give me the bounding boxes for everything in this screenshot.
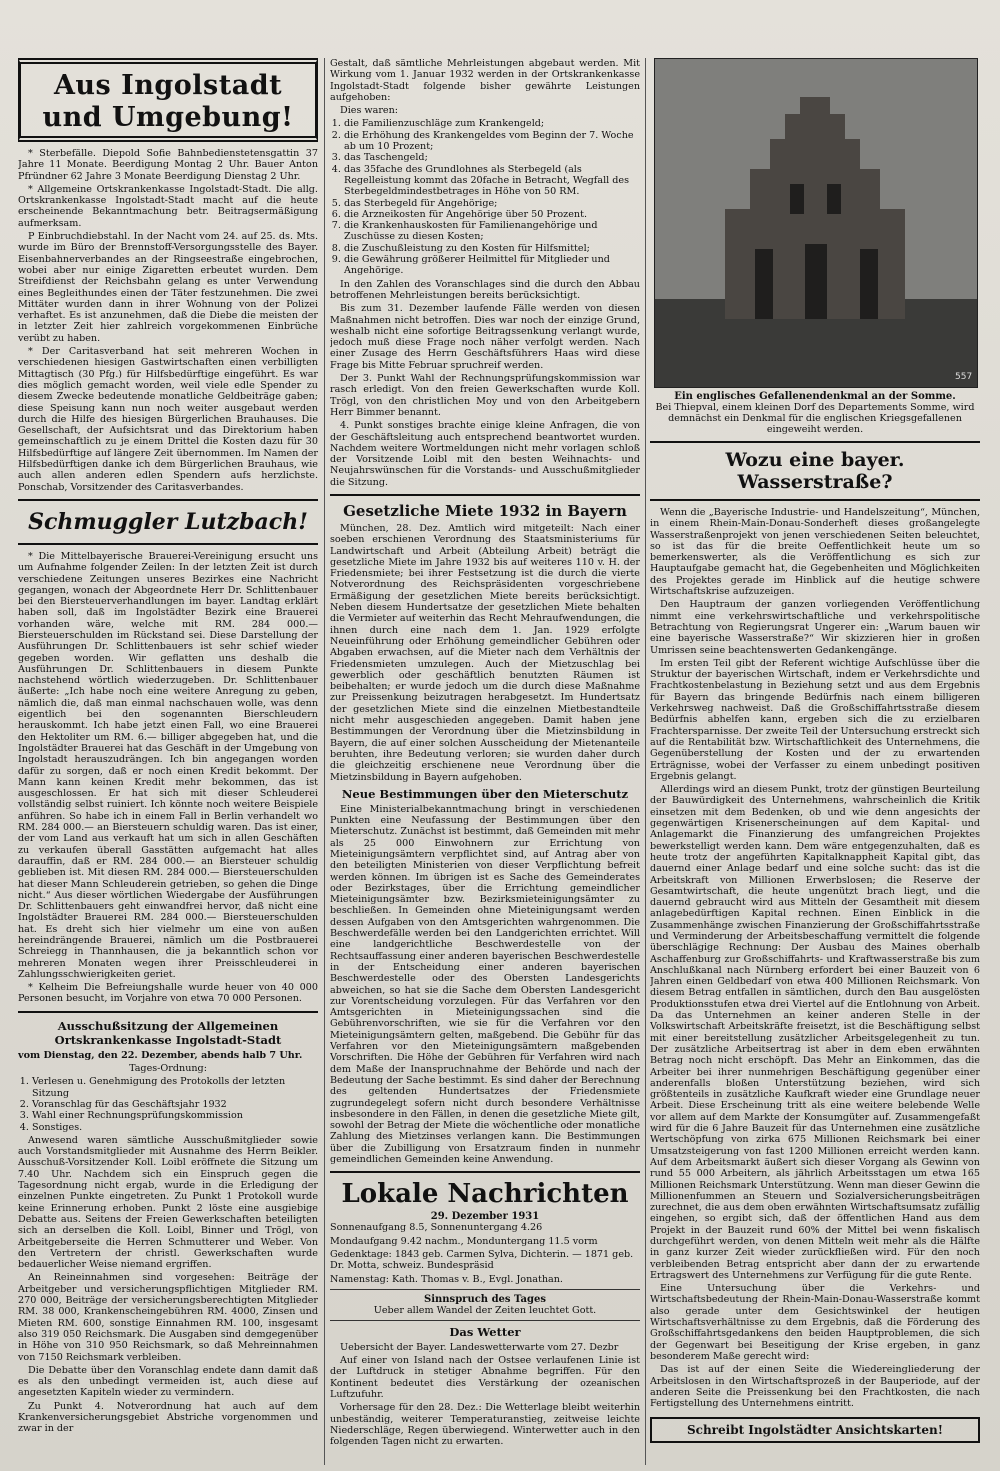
dies-waren-label: Dies waren:	[340, 105, 399, 117]
sitzung-date: vom Dienstag, den 22. Dezember, abends halb 7 Uhr.	[18, 1049, 303, 1061]
sitzung-debatte: Die Debatte über den Voranschlag endete dann damit daß es als den unbedingt vermeiden ist, auch diese auf angesetzten Kapiteln wieder zu vermindern.	[18, 1364, 318, 1399]
divider	[330, 1289, 640, 1290]
article-miete: München, 28. Dez. Amtlich wird mitgeteilt: Nach einer soeben erschienen Verordnung des Staatsministeriums für Landwirtschaft und Arbeit (Abteilung Arbeit) beträgt die gesetzliche Miete im Jahre 1932 bis auf weiteres 110 v. H. der Friedensmiete; bei ihrer Festsetzung ist die durch die vierte Notverordnung des Reichspräsidenten vorgeschriebene Ermäßigung der gesetzlichen Miete bereits berücksichtigt. Neben diesem Hundertsatze der gesetzlichen Miete behalten die Vermieter auf weiterhin das Recht Mehraufwendungen, die ihnen durch eine nach dem 1. Jan. 1929 erfolgte Neueinführung oder Erhöhung gemeindlicher Gebühren oder Abgaben erwachsen, auf die Mieter nach dem Verhältnis der Friedensmieten umzulegen. Auch der Mietzuschlag bei gewerblich oder geschäftlich benutzten Räumen ist beibehalten; er wurde jedoch um die durch diese Maßnahme zur Preissenkung beizutragen herabgesetzt. Im Hundertsatz der gesetzlichen Miete sind die einzelnen Mietbestandteile nicht mehr ausgeschieden angegeben. Damit haben jene Bestimmungen der Verordnung über die Mietzinsbildung in Bayern, die auf einer solchen Ausscheidung der Mietenanteile beruhten, ihre Bedeutung verloren; sie wurden daher durch die gleichzeitig erschienene neue Verordnung über die Mietzinsbildung in Bayern aufgehoben.	[330, 522, 640, 783]
divider	[330, 1171, 640, 1173]
sitzung-headline: Ausschußsitzung der Allgemeinen Ortskrankenkasse Ingolstadt-Stadt	[54, 1018, 282, 1047]
agenda-list	[18, 1076, 318, 1132]
paragraph: Bis zum 31. Dezember laufende Fälle werden von diesen Maßnahmen nicht betroffen. Dies war noch der einzige Grund, weshalb nicht eine sofortige Beitragssenkung verlangt wurde, jedoch muß diese Frage noch näher verfolgt werden. Nach einer Zusage des Herrn Geschäftsführers Haas wird diese Frage bis Mitte Februar spruchreif werden.	[330, 303, 640, 371]
article-ortskrankenkasse: * Allgemeine Ortskrankenkasse Ingolstadt-Stadt. Die allg. Ortskrankenkasse Ingolstadt-Stadt macht auf die heute erscheinende Bekanntmachung betr. Beitragsermäßigung aufmerksam.	[18, 183, 318, 229]
column-rule	[645, 58, 646, 1465]
date-heading: 29. Dezember 1931	[430, 1211, 540, 1223]
list-item: 5. das Sterbegeld für Angehörige;	[344, 198, 640, 209]
paragraph: 4. Punkt sonstiges brachte einige kleine Anfragen, die von der Geschäftsleitung auch entsprechend beantwortet wurden. Nachdem weitere Wortmeldungen nicht mehr vorlagen schloß der Vorsitzende Loibl mit den besten Weihnachts- und Neujahrswünschen für die Vorstands- und Ausschußmitglieder die Sitzung.	[330, 420, 640, 488]
agenda-item: 1. Verlesen u. Genehmigung des Protokolls der letzten Sitzung	[32, 1076, 318, 1099]
list-item: 9. die Gewährung größerer Heilmittel für Mitglieder und Angehörige.	[344, 254, 640, 277]
article-caritasverband: * Der Caritasverband hat seit mehreren Wochen in verschiedenen hiesigen Gastwirtschaften einen verbilligten Mittagtisch (30 Pfg.) für Hilfsbedürftige eingeführt. Es war dies möglich gemacht worden, weil viele edle Spender zu diesem Zwecke bedeutende monatliche Geldbeiträge gaben; diese Speisung kann nun noch weiter ausgebaut werden durch die Hilfe des hiesigen Bürgerlichen Brauhauses. Die Gesellschaft, der Aufsichtsrat und das Direktorium haben gemeinschaftlich zu je einem Drittel die Kosten dazu für 30 Hilfsbedürftige auf längere Zeit übernommen. Im Namen der Hilfsbedürftigen danke ich dem Bürgerlichen Brauhaus, wie auch allen anderen edlen Spendern aufs herzlichste. Ponschab, Vorsitzender des Caritasverbandes.	[18, 346, 318, 493]
paragraph: Eine Untersuchung über die Verkehrs- und Wirtschaftsbedeutung der Rhein-Main-Donau-Wasserstraße kommt also gerade unter dem Gesichtswinkel der heutigen Wirtschaftsverhältnisse zu dem Ergebnis, daß die Förderung des Großschiffahrtsgedankens den beiden Hauptproblemen, die sich der Gegenwart bei Beseitigung der Krise ergeben, in ganz besonderem Maße gerecht wird:	[650, 1283, 980, 1362]
column-2	[330, 58, 640, 1449]
paragraph: In den Zahlen des Voranschlages sind die durch den Abbau betroffenen Mehrleistungen bereits berücksichtigt.	[330, 278, 640, 301]
column-1	[18, 58, 318, 1437]
wetter-heading: Das Wetter	[449, 1324, 521, 1339]
divider	[18, 1011, 318, 1013]
divider	[330, 1320, 640, 1321]
paragraph: Im ersten Teil gibt der Referent wichtige Aufschlüsse über die Struktur der bayerischen Wirtschaft, indem er Verkehrsdichte und Frachtkostenbelastung in Beziehung setzt und aus dem Ergebnis für Bayern das bringende Bedürfnis nach einem billigeren Verkehrsweg nachweist. Daß die Großschiffahrtsstraße diesem Bedürfnis abhelfen kann, ergeben sich die zu erzielbaren Frachtersparnisse. Der zweite Teil der Untersuchung erstreckt sich auf die Rentabilität bzw. Wirtschaftlichkeit des Unternehmens, die Gegenüberstellung der Kosten und der zu erwartenden Erträgnisse, wobei der Verfasser zu einem unbedingt positiven Ergebnis gelangt.	[650, 657, 980, 782]
leistungen-list	[330, 118, 640, 276]
memorial-image	[655, 59, 977, 387]
almanac-line: Sonnenaufgang 8.5, Sonnenuntergang 4.26	[330, 1222, 543, 1234]
list-item: 4. das 35fache des Grundlohnes als Sterbegeld (als Regelleistung kommt das 20fache in Betracht, Wegfall des Sterbegeldmindestbetrages in Höhe von 50 RM.	[344, 164, 640, 198]
ansichtskarten-ad: Schreibt Ingolstädter Ansichtskarten!	[650, 1417, 980, 1443]
paragraph: Den Hauptraum der ganzen vorliegenden Veröffentlichung nimmt eine verkehrswirtschaftliche und verkehrspolitische Betrachtung von Regierungsrat Ungerer ein: „Warum bauen wir eine bayerische Wasserstraße?“ Wir skizzieren hier in großen Umrissen seine beachtenswerten Gedankengänge.	[650, 599, 980, 656]
wetter-line: Vorhersage für den 28. Dez.: Die Wetterlage bleibt weiterhin unbeständig, weiterer Temperaturanstieg, zeitweise leichte Niederschläge, Regen überwiegend. Winterwetter auch in den folgenden Tagen nicht zu erwarten.	[330, 1402, 640, 1448]
lokale-nachrichten-banner: Lokale Nachrichten	[341, 1179, 629, 1210]
sitzung-punkt4: Zu Punkt 4. Notverordnung hat auch auf dem Krankenversicherungsgebiet Abstriche vorgenommen und zwar in der	[18, 1400, 318, 1435]
section-masthead-box	[18, 58, 318, 142]
almanac-line: Mondaufgang 9.42 nachm., Monduntergang 11.5 vorm	[330, 1235, 598, 1247]
agenda-item: 3. Wahl einer Rechnungsprüfungskommission	[32, 1110, 318, 1121]
list-item: 6. die Arzneikosten für Angehörige über 50 Prozent.	[344, 209, 640, 220]
almanac-line: Gedenktage: 1843 geb. Carmen Sylva, Dichterin. — 1871 geb. Dr. Motta, schweiz. Bundespräsid	[330, 1248, 634, 1272]
paragraph: Der 3. Punkt Wahl der Rechnungsprüfungskommission war rasch erledigt. Von den freien Gewerkschaften wurde Koll. Trögl, von den christlichen Moy und von den Arbeitgebern Herr Bimmer benannt.	[330, 373, 640, 418]
sitzung-text: Anwesend waren sämtliche Ausschußmitglieder sowie auch Vorstandsmitglieder mit Ausnahme des Herrn Beikler. Ausschuß-Vorsitzender Koll. Loibl eröffnete die Sitzung um 7.40 Uhr. Nachdem sich ein Einspruch gegen die Tagesordnung nicht ergab, wurde in die Erledigung der einzelnen Punkte eingetreten. Zu Punkt 1 Protokoll wurde keine Erinnerung erhoben. Punkt 2 löste eine ausgiebige Debatte aus. Seitens der Freien Gewerkschaften beteiligten sich an derselben die Koll. Loibl, Binner und Trögl, von Arbeitgeberseite die Herren Schmutterer und Weber. Von den Vertretern der christl. Gewerkschaften wurde bedauerlicher Weise niemand ergriffen.	[18, 1134, 318, 1271]
article-brauerei-vereinigung: * Die Mittelbayerische Brauerei-Vereinigung ersucht uns um Aufnahme folgender Zeilen: In der letzten Zeit ist durch verschiedene Zeitungen unseres Bezirkes eine Nachricht gegangen, wonach der Abgeordnete Herr Dr. Schlittenbauer bei den Biersteuerverhandlungen im bayer. Landtag erklärt haben soll, daß im Ingolstädter Bezirk eine Brauerei vorhanden wäre, welche mit RM. 284 000.— Biersteuerschulden im Rückstand sei. Diese Darstellung der Ausführungen Dr. Schlittenbauers ist sehr schief wieder gegeben worden. Wir geflatten uns deshalb die Ausführungen Dr. Schlittenbauers in diesem Punkte nachstehend wörtlich wiederzugeben. Dr. Schlittenbauer äußerte: „Ich habe noch eine weitere Anregung zu geben, nämlich die, daß man einmal nachschauen wolle, was denn eigentlich bei den sogenannten Bierschleudern herauskommt. Ich habe jetzt einen Fall, wo eine Brauerei den Hektoliter um RM. 6.— billiger abgegeben hat, und die Ingolstädter Brauerei hat das Geschäft in der Umgebung von Ingolstadt herauszudrängen. Ich bin angegangen worden dafür zu sorgen, daß er noch einen Kredit bekommt. Der Mann kann keinen Kredit mehr bekommen, das ist ausgeschlossen. Er hat sich mit dieser Schleuderei vollständig selbst ruiniert. Ich könnte noch weitere Beispiele anführen. So habe ich in einem Fall in Berlin verhandelt wo RM. 284 000.— an Biersteuern schuldig waren. Das ist einer, der vom Land aus verkauft hat um sich in allen Geschäften zu verkaufen überall Gasstätten aufgemacht hat alles darauffin, daß er RM. 284 000.— an Biersteuer schuldig geblieben ist. Mit diesen RM. 284 000.— Biersteuerschulden hat dieser Mann Schleuderein getrieben, so gehen die Dinge nicht.“ Aus dieser wörtlichen Wiedergabe der Ausführungen Dr. Schlittenbauers geht einwandfrei hervor, daß nicht eine Ingolstädter Brauerei RM. 284 000.— Biersteuerschulden hat. Es dreht sich hier vielmehr um eine von außen hereindrängende Brauerei, nämlich um die Postbrauerei Schreiegg in Thannhausen, die ja bekanntlich schon vor mehreren Monaten wegen ihrer Preisschleuderei in Zahlungsschwierigkeiten geriet.	[18, 550, 318, 980]
miete-headline: Gesetzliche Miete 1932 in Bayern	[343, 501, 627, 520]
column-rule	[324, 58, 325, 1465]
list-item: 8. die Zuschußleistung zu den Kosten für Hilfsmittel;	[344, 243, 640, 254]
agenda-item: 2. Voranschlag für das Geschäftsjahr 1932	[32, 1099, 318, 1110]
divider	[650, 441, 980, 443]
photo-number: 557	[955, 372, 973, 382]
script-headline: Schmuggler Lutzbach!	[28, 508, 308, 535]
almanac	[330, 1222, 640, 1284]
divider	[18, 499, 318, 501]
list-item: 3. das Taschengeld;	[344, 152, 640, 163]
article-einbruchdiebstahl: P Einbruchdiebstahl. In der Nacht vom 24. auf 25. ds. Mts. wurde im Büro der Brennstoff-Versorgungsstelle des Bayer. Eisenbahnerverbandes an der Ringseestraße eingebrochen, wobei aber nur einige Zigaretten erbeutet wurden. Dem Streifdienst der Reichsbahn gelang es unter Verwendung eines Begleithundes einen der Täter festzunehmen. Die zwei Mittäter wurden dann in ihrer Wohnung von der Polizei verhaftet. Es ist anzunehmen, daß die Diebe die meisten der in letzter Zeit hier zahlreich vorgekommenen Einbrüche verübt zu haben.	[18, 231, 318, 344]
sinnspruch-text: Ueber allem Wandel der Zeiten leuchtet Gott.	[373, 1304, 597, 1316]
list-item: 7. die Krankenhauskosten für Familienangehörige und Zuschüsse zu diesen Kosten;	[344, 220, 640, 243]
article-sterbefaelle: * Sterbefälle. Diepold Sofie Bahnbedienstetensgattin 37 Jahre 11 Monate. Beerdigung Montag 2 Uhr. Bauer Anton Pfründner 62 Jahre 3 Monate Beerdigung Dienstag 2 Uhr.	[18, 148, 318, 182]
paragraph: Wenn die „Bayerische Industrie- und Handelszeitung“, München, in einem Rhein-Main-Donau-Sonderheft dieses großangelegte Wasserstraßenprojekt von jenen verschiedenen Seiten beleuchtet, so ist das für die breite Oeffentlichkeit heute um so bemerkenswerter, als die Veröffentlichung es sich zur Hauptaufgabe gemacht hat, die Gegebenheiten und Möglichkeiten des Projektes gerade im Hinblick auf die heutige schwere Wirtschaftskrise aufzuzeigen.	[650, 507, 980, 598]
divider	[330, 494, 640, 496]
memorial-photo	[654, 58, 978, 388]
wetter-line: Auf einer von Island nach der Ostsee verlaufenen Linie ist der Luftdruck in stetiger Abnahme begriffen. Für den Kontinent bedeutet dies Verstärkung der ozeanischen Luftzufuhr.	[330, 1355, 640, 1400]
paragraph: Das ist auf der einen Seite die Wiedereingliederung der Arbeitslosen in den Wirtschaftsprozeß in der Bauperiode, auf der anderen Seite die Preissenkung bei den Frachtkosten, die nach Fertigstellung des Unternehmens eintritt.	[650, 1364, 980, 1410]
column-3	[650, 58, 980, 1443]
tagesordnung-label: Tages-Ordnung:	[129, 1063, 207, 1075]
article-continued: Gestalt, daß sämtliche Mehrleistungen abgebaut werden. Mit Wirkung vom 1. Januar 1932 werden in der Ortskrankenkasse Ingolstadt-Stadt folgende bisher gewährte Leistungen aufgehoben:	[330, 58, 640, 103]
article-mieterschutz: Eine Ministerialbekanntmachung bringt in verschiedenen Punkten eine Neufassung der Bestimmungen über den Mieterschutz. Zunächst ist bestimmt, daß Gemeinden mit mehr als 25 000 Einwohnern zur Errichtung von Mieteinigungsämtern verpflichtet sind, auf Antrag aber von den beteiligten Ministerien von dieser Verpflichtung befreit werden können. Im übrigen ist es Sache des Gemeinderates oder Bezirkstages, über die Errichtung gemeindlicher Mieteinigungsämter bzw. Bezirksmieteinigungsämter zu beschließen. In Gemeinden ohne Mieteinigungsamt werden dessen Aufgaben von den Amtsgerichten wahrgenommen. Die Beschwerdefälle werden bei den Landgerichten errichtet. Will eine landgerichtliche Beschwerdestelle von der Rechtsauffassung einer anderen bayerischen Beschwerdestelle in der Entscheidung einer anderen bayerischen Beschwerdestelle oder des Obersten Landesgerichts abweichen, so hat sie die Sache dem Obersten Landesgericht zur Vorentscheidung vorzulegen. Für das Verfahren vor den Amtsgerichten in Mieteinigungssachen sind die Gebührenvorschriften, wie sie für die Verfahren vor den Mieteinigungsämtern gelten, maßgebend. Die Gebühr für das Verfahren vor den Mieteinigungsämtern maßgebenden Vorschriften. Die Höhe der Gebühren für Verfahren wird nach dem Maße der Inanspruchnahme der Behörde und nach der Bedeutung der Sache bestimmt. Es sind daher der Berechnung des geltenden Hundertsatzes der Friedensmiete zugrundegelegt sofern nicht durch besondere Verhältnisse insbesondere in den Fällen, in denen die gesetzliche Miete gilt, sowohl der Betrag der Miete die wöchentliche oder monatliche Zahlung des Mietzinses verlangen kann. Die Bestimmungen über die Zubilligung von Ersatzraum finden in nunmehr gemeindlichen Gemeinden keine Anwendung.	[330, 803, 640, 1166]
mieterschutz-headline: Neue Bestimmungen über den Mieterschutz	[341, 786, 629, 801]
photo-caption-title: Ein englisches Gefallenendenkmal an der Somme.	[674, 391, 956, 402]
photo-caption: Bei Thiepval, einem kleinen Dorf des Departements Somme, wird demnächst ein Denkmal für die englischen Kriegsgefallenen eingeweiht werden.	[655, 402, 975, 435]
agenda-item: 4. Sonstiges.	[32, 1122, 318, 1133]
sitzung-einnahmen: An Reineinnahmen sind vorgesehen: Beiträge der Arbeitgeber und versicherungspflichtigen Mitglieder RM. 270 000, Beiträge der versicherungsberechtigten Mitglieder RM. 38 000, Krankenscheingebühren RM. 4000, Zinsen und Mieten RM. 600, sonstige Einnahmen RM. 100, insgesamt also 319 050 Reichsmark. Die Ausgaben sind demgegenüber in Höhe von 310 950 Reichsmark, so daß Mehreinnahmen von 7150 Reichsmark verbleiben.	[18, 1272, 318, 1363]
list-item: 2. die Erhöhung des Krankengeldes vom Beginn der 7. Woche ab um 10 Prozent;	[344, 130, 640, 153]
article-kelheim: * Kelheim Die Befreiungshalle wurde heuer von 40 000 Personen besucht, im Vorjahre von etwa 70 000 Personen.	[18, 982, 318, 1005]
almanac-line: Namenstag: Kath. Thomas v. B., Evgl. Jonathan.	[330, 1273, 563, 1285]
list-item: 1. die Familienzuschläge zum Krankengeld;	[344, 118, 640, 129]
paragraph: Allerdings wird an diesem Punkt, trotz der günstigen Beurteilung der Bauwürdigkeit des Unternehmens, wahrscheinlich die Kritik einsetzen mit dem Bedenken, ob und wie denn angesichts der gegenwärtigen Krisenerscheinungen auf dem Kapital- und Anlagemarkt die Finanzierung des umfangreichen Projektes bewerkstelligt werden kann. Dem wäre entgegenzuhalten, daß es heute trotz der angeführten Kapitalknappheit Kapital gibt, das dauernd einer Anlage bedarf und eine solche sucht: das ist die Arbeitskraft von Millionen Erwerbslosen; die Reserve der Gesamtwirtschaft, die heute ungenützt brach liegt, und die dauernd gebraucht wird aus Mitteln der Gesamtheit mit diesem anlagebedürftigen Kapital rechnen. Einen Einblick in die Zusammenhänge zwischen Finanzierung der Großschiffahrtsstraße und Verminderung der Arbeitsbeschaffung vermittelt die folgende überschlägige Rechnung: Der Ausbau des Maines oberhalb Aschaffenburg zur Großschiffahrts- und Kraftwasserstraße bis zum Anschlußkanal nach Nürnberg erfordert bei einer Bauzeit von 6 Jahren einen Geldbedarf von etwa 400 Millionen Reichsmark. Von diesem Betrag entfallen in sämtlichen, durch den Bau ausgelösten Produktionsstufen etwa drei Viertel auf die Entlohnung von Arbeit. Da das Unternehmen an keiner anderen Stelle in der Volkswirtschaft Arbeitskräfte freisetzt, ist die Beschäftigung selbst mit einer bereitstellung zusätzlicher Arbeitsgelegenheit zu tun. Der zusätzliche Arbeitsertrag ist aber in dem eben erwähnten Betrag noch nicht erschöpft. Das Mehr an Einkommen, das die Arbeiter bei ihrer nunmehrigen Beschäftigung gegenüber einer anderenfalls bloßen Unterstützung beziehen, wird sich größtenteils in zusätzliche Kaufkraft wieder eine Grundlage neuer Arbeit. Diese Erscheinung tritt als eine weitere belebende Welle vor allem auf dem Markte der Konsumgüter auf. Zusammengefaßt wird für die 6 Jahre Bauzeit für das Unternehmen eine zusätzliche Wertschöpfung von zirka 675 Millionen Reichsmark bei einer Umsatzsteigerung von fast 1200 Millionen erreicht werden kann. Auf dem Arbeitsmarkt äußert sich dieser Vorgang als Gewinn von rund 55 000 Arbeitern, als jährlich Arbeitsstagen um etwa 165 Millionen Reichsmark Unterstützung. Wenn man dieser Gewinn die Millionenfummen an Steuern und Sozialversicherungsbeiträgen zurechnet, die aus dem oben erwähnten Wirtschaftsumsatz zufällig eingehen, so ergibt sich, daß der öffentlichen Hand aus dem Projekt in der Bauzeit rund 60% der Mittel bei wenn fiskalisch durchgeführt werden, von denen Mitteln weit mehr als die Hälfte in ganz kurzer Zeit wieder zurückfließen wird. Für den noch verbleibenden Betrag entspricht aber dann der zu erwartende Ertragswert des Unternehmens zur Verfügung für die gute Rente.	[650, 784, 980, 1281]
section-masthead: Aus Ingolstadt und Umgebung!	[42, 70, 294, 133]
sinnspruch-heading: Sinnspruch des Tages	[424, 1293, 546, 1305]
wetter-line: Uebersicht der Bayer. Landeswetterwarte vom 27. Dezbr	[340, 1341, 619, 1353]
wasserstrasse-headline: Wozu eine bayer. Wasserstraße?	[725, 449, 905, 493]
divider	[18, 543, 318, 545]
divider	[650, 499, 980, 501]
